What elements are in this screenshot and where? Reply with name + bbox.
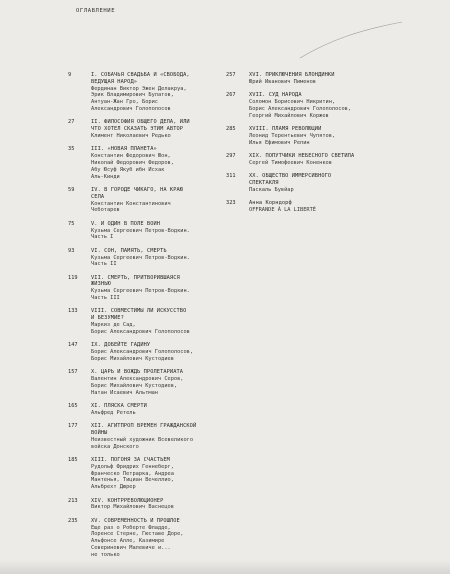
toc-chapter-title: VI. СОН, ПАМЯТЬ, СМЕРТЬ bbox=[91, 247, 167, 254]
toc-entry bbox=[68, 498, 218, 512]
toc-page-number: 59 bbox=[68, 186, 75, 193]
toc-chapter-authors: Леонид Терентьевич Чупятов, Илья Ефимович Репин bbox=[249, 132, 336, 146]
toc-chapter-title: X. ЦАРЬ И ВОЖДЬ ПРОЛЕТАРИАТА bbox=[91, 369, 184, 376]
toc-chapter-authors: Неизвестный художник Всевеликого войска Донского bbox=[91, 436, 194, 450]
toc-chapter-authors: Валентин Александрович Серов, Борис Михайлович Кустодиев, Натан Исаевич Альтман bbox=[91, 376, 184, 396]
toc-entry bbox=[68, 187, 218, 214]
toc-entry bbox=[68, 221, 218, 241]
toc-page-number: 235 bbox=[68, 517, 78, 524]
toc-chapter-title: I. СОБАЧЬЯ СВАДЬБА И «СВОБОДА, ВЕДУЩАЯ НАРОД» bbox=[91, 72, 190, 85]
toc-chapter-title: VII. СМЕРТЬ, ПРИТВОРИВШАЯСЯ ЖИЗНЬЮ bbox=[91, 274, 180, 288]
toc-entry bbox=[226, 72, 386, 86]
toc-chapter-authors: Альфред Ретель bbox=[91, 409, 136, 416]
toc-page-number: 133 bbox=[68, 308, 78, 315]
toc-entry bbox=[68, 248, 218, 268]
toc-page-number: 75 bbox=[68, 220, 75, 227]
toc-page-number: 9 bbox=[68, 72, 72, 78]
toc-page-number: 297 bbox=[226, 152, 236, 159]
toc-page-number: 323 bbox=[226, 200, 236, 207]
toc-chapter-title: VIII. СОВМЕСТИМЫ ЛИ ИСКУССТВО И БЕЗУМИЕ? bbox=[91, 308, 187, 322]
toc-page-number: 257 bbox=[226, 72, 236, 78]
toc-entry bbox=[226, 200, 386, 214]
toc-chapter-authors: Еще раз о Роберте Фладде, Лоренсе Стерне, Гюставе Доре, Альфонсе Алле, Казимире Северинович Малевиче и... не только bbox=[91, 524, 184, 558]
toc-column-right bbox=[226, 72, 386, 220]
toc-chapter-title: XIX. ПОПУТЧИКИ НЕБЕСНОГО СВЕТИЛА bbox=[249, 152, 355, 159]
toc-entry bbox=[68, 275, 218, 302]
toc-entry bbox=[226, 153, 386, 167]
toc-chapter-authors: Константин Федорович Юон, Николай Федорович Федоров, Абу Юсуф Якуб ибн Исхак Аль-Кинди bbox=[91, 153, 174, 180]
toc-page-number: 311 bbox=[226, 173, 236, 180]
toc-entry bbox=[68, 423, 218, 450]
toc-chapter-authors: OFFRANDE À LA LIBERTÉ bbox=[249, 206, 316, 213]
toc-page-number: 165 bbox=[68, 403, 78, 410]
toc-chapter-title: V. И ОДИН В ПОЛЕ ВОИН bbox=[91, 220, 161, 227]
toc-chapter-authors: Виктор Михайлович Васнецов bbox=[91, 504, 174, 511]
toc-chapter-title: IV. В ГОРОДЕ ЧИКАГО, НА КРАЮ СЕЛА bbox=[91, 186, 184, 200]
toc-page-number: 177 bbox=[68, 423, 78, 430]
toc-chapter-authors: Фердинан Виктор Эжен Делакруа, Эрик Владимирович Булатов, Антуан-Жан Гро, Борис Александрович Голополосов bbox=[91, 85, 187, 112]
toc-entry bbox=[68, 518, 218, 559]
toc-chapter-title: III. «НОВАЯ ПЛАНЕТА» bbox=[91, 146, 157, 153]
toc-page-number: 93 bbox=[68, 247, 75, 254]
toc-chapter-title: XVII. СУД НАРОДА bbox=[249, 92, 302, 99]
toc-chapter-title: XIII. ПОГОНЯ ЗА СЧАСТЬЕМ bbox=[91, 456, 170, 463]
toc-page-number: 213 bbox=[68, 497, 78, 504]
page-edge-shadow bbox=[0, 560, 450, 574]
toc-entry bbox=[68, 403, 218, 417]
toc-chapter-title: XVIII. ПЛАМЯ РЕВОЛЮЦИИ bbox=[249, 125, 322, 132]
toc-chapter-authors: Паскаль Бувйар bbox=[249, 186, 294, 193]
toc-entry bbox=[68, 369, 218, 396]
toc-page-number: 267 bbox=[226, 92, 236, 99]
toc-chapter-authors: Сергей Тимофеевич Коненков bbox=[249, 159, 332, 166]
toc-entry bbox=[68, 342, 218, 362]
page-header: ОГЛАВЛЕНИЕ bbox=[76, 8, 116, 14]
toc-chapter-authors: Соломон Борисович Никритин, Борис Александрович Голополосов, Георгий Михайлович Коржев bbox=[249, 98, 352, 119]
toc-chapter-authors: Кузьма Сергеевич Петров-Водкин. Часть I bbox=[91, 227, 190, 241]
toc-chapter-authors: Рудольф Фридрих Геннеберг, Франческо Петрарка, Андреа Мантенья, Тициан Вечеллио, Альбрехт Дюрер bbox=[91, 463, 174, 491]
toc-entry bbox=[226, 126, 386, 146]
toc-column-left bbox=[68, 72, 218, 565]
toc-chapter-authors: Кузьма Сергеевич Петров-Водкин. Часть II bbox=[91, 254, 190, 268]
toc-entry bbox=[68, 119, 218, 139]
toc-chapter-authors: Юрий Иванович Пименов bbox=[249, 78, 316, 85]
toc-entry bbox=[226, 173, 386, 193]
toc-entry bbox=[68, 146, 218, 180]
toc-chapter-title: XII. АГИТПРОП ВРЕМЕН ГРАЖДАНСКОЙ ВОЙНЫ bbox=[91, 423, 197, 436]
toc-page-number: 119 bbox=[68, 274, 78, 281]
toc-chapter-title: Анна Корндорф bbox=[249, 200, 292, 207]
toc-chapter-title: IX. ДОБЕЙТЕ ГАДИНУ bbox=[91, 342, 151, 349]
toc-chapter-title: II. ФИЛОСОФИЯ ОБЩЕГО ДЕЛА, ИЛИ ЧТО ХОТЕЛ СКАЗАТЬ ЭТИМ АВТОР bbox=[91, 119, 190, 133]
toc-chapter-authors: Климент Николаевич Редько bbox=[91, 132, 171, 139]
toc-chapter-title: XVI. ПРИКЛЮЧЕНИЯ БЛОНДИНКИ bbox=[249, 72, 335, 78]
toc-chapter-title: XV. СОВРЕМЕННОСТЬ И ПРОШЛОЕ bbox=[91, 517, 180, 524]
toc-chapter-authors: Кузьма Сергеевич Петров-Водкин. Часть III bbox=[91, 288, 190, 302]
toc-entry bbox=[68, 308, 218, 335]
toc-entry bbox=[226, 92, 386, 119]
toc-chapter-authors: Маркиз де Сад, Борис Александрович Голополосов bbox=[91, 322, 190, 335]
toc-chapter-title: XI. ПЛЯСКА СМЕРТИ bbox=[91, 403, 147, 410]
toc-page-number: 35 bbox=[68, 146, 75, 153]
toc-page-number: 27 bbox=[68, 119, 75, 126]
toc-page-number: 285 bbox=[226, 125, 236, 132]
toc-chapter-title: XIV. КОНТРРЕВОЛЮЦИОНЕР bbox=[91, 497, 164, 504]
toc-page-number: 157 bbox=[68, 369, 78, 376]
toc-entry bbox=[68, 457, 218, 491]
toc-entry bbox=[68, 72, 218, 113]
toc-page-number: 147 bbox=[68, 342, 78, 349]
toc-chapter-authors: Борис Александрович Голополосов, Борис Михайлович Кустодиев bbox=[91, 349, 194, 362]
toc-chapter-authors: Константин Константинович Чеботарев bbox=[91, 200, 171, 214]
toc-page-number: 185 bbox=[68, 456, 78, 463]
toc-chapter-title: XX. ОБЩЕСТВО ИММЕРСИВНОГО СПЕКТАКЛЯ bbox=[249, 173, 332, 186]
